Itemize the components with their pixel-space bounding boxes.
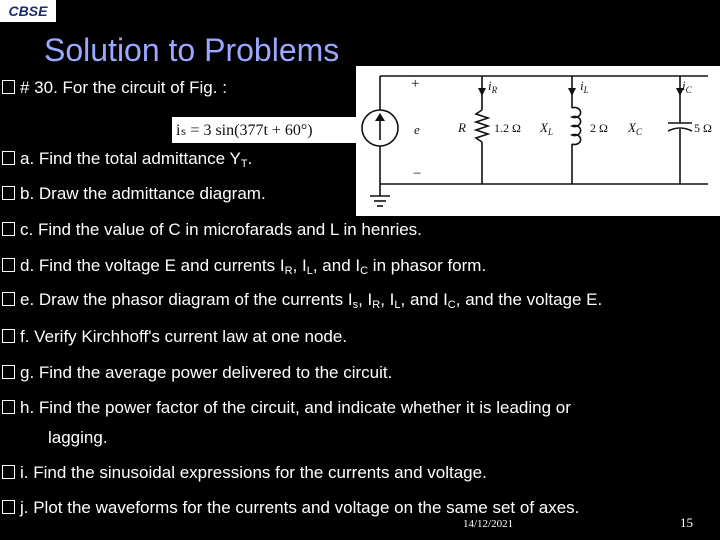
checkbox-icon (2, 365, 15, 379)
bullet-h-continuation: lagging. (48, 428, 108, 447)
slide: CBSE Solution to Problems iₛ = 3 sin(377t + 60°) + − e $i_R$ $i_L$ $i_C$ R 1.2 Ω $X_L$ 2 Ω $X_C$ 5 Ω # 30. For the circuit of Fig. : a. Find the total admittance $Y_T$. b. Draw the admittance diagram. c. Find the value of C in microfarads and L in henries. d. Find the voltage E and currents $I_R$, $I_L$, and $I_C$ in phasor form. e. Draw the phasor diagram of the currents $I_s$, $I_R$, $I_L$, and $I_C$, and the voltage E. f. Verify Kirchhoff's current law at one node. g. Find the average power delivered to the circuit. h. Find the power factor of the circuit, and indicate whether it is leading or lagging. i. Find the sinusoidal expressions for the currents and voltage. j. Plot the waveforms for the currents and voltage on the same set of axes. 14/12/2021 15 (0, 0, 720, 540)
slide-title: Solution to Problems (44, 32, 340, 68)
page-number: 15 (680, 515, 693, 530)
resistor-value: 1.2 Ω (494, 121, 521, 135)
checkbox-icon (2, 500, 15, 514)
resistor-symbol: R (458, 120, 466, 135)
logo-text: CBSE (8, 3, 48, 19)
checkbox-icon (2, 222, 15, 236)
source-label: e (414, 122, 420, 137)
circuit-diagram (356, 66, 720, 216)
checkbox-icon (2, 329, 15, 343)
capacitor-symbol: $X_C$ (628, 120, 642, 137)
plus-sign: + (411, 76, 420, 92)
checkbox-icon (2, 151, 15, 165)
checkbox-icon (2, 186, 15, 200)
current-ir-label: $i_R$ (488, 78, 498, 95)
checkbox-icon (2, 80, 15, 94)
checkbox-icon (2, 465, 15, 479)
formula-box (172, 117, 356, 143)
checkbox-icon (2, 292, 15, 306)
current-il-label: $i_L$ (580, 78, 589, 95)
inductor-symbol: $X_L$ (540, 120, 553, 137)
capacitor-value: 5 Ω (694, 121, 712, 135)
current-ic-label: $i_C$ (682, 78, 692, 95)
checkbox-icon (2, 258, 15, 272)
inductor-value: 2 Ω (590, 121, 608, 135)
minus-sign: − (413, 166, 422, 182)
checkbox-icon (2, 400, 15, 414)
logo (0, 0, 56, 22)
footer-date: 14/12/2021 (463, 518, 514, 530)
source-formula: iₛ = 3 sin(377t + 60°) (176, 122, 313, 139)
